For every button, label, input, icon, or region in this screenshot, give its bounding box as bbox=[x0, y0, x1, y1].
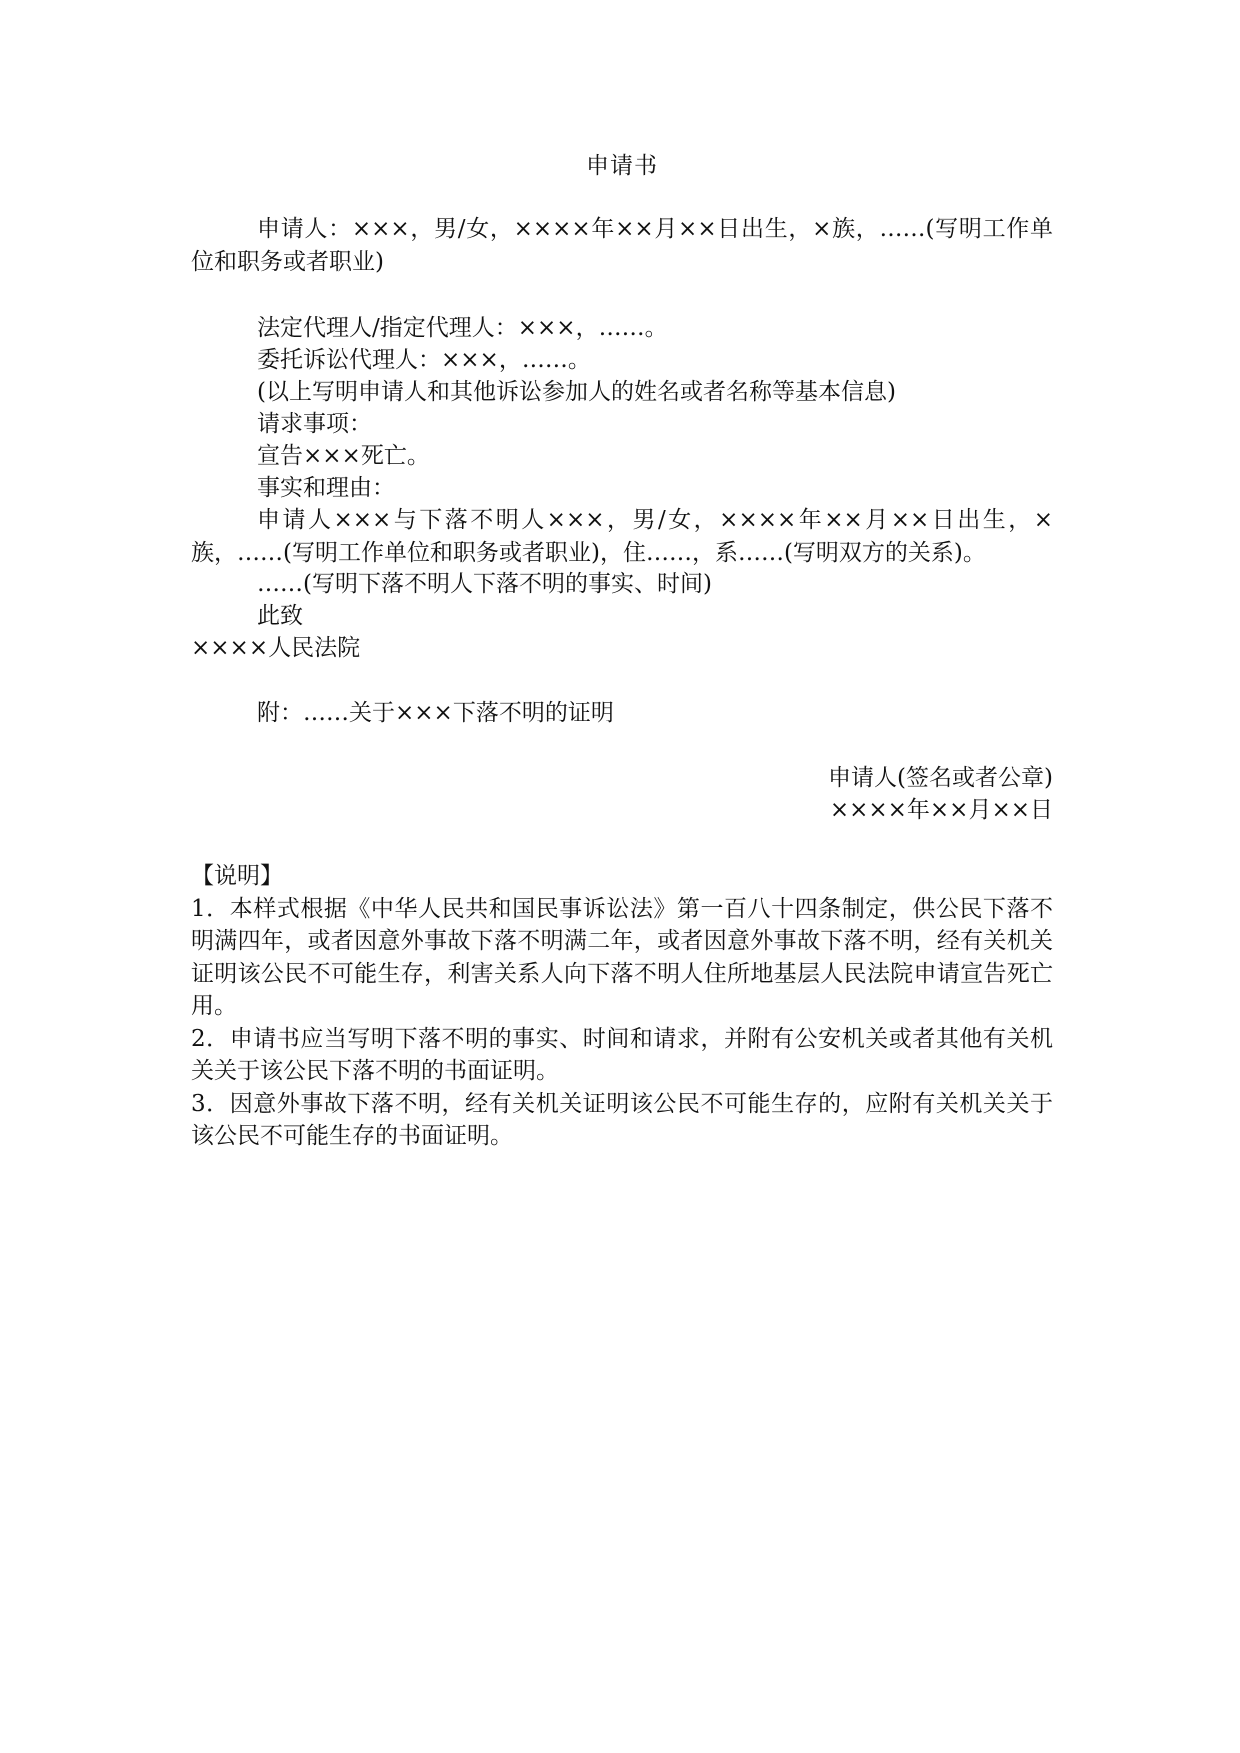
date-line: ××××年××月××日 bbox=[829, 797, 1053, 823]
notes-section bbox=[191, 860, 1053, 1153]
claims-line: 宣告×××死亡。 bbox=[257, 443, 430, 469]
notes-heading: 【说明】 bbox=[191, 863, 283, 889]
facts-paragraph-1: 申请人×××与下落不明人×××，男/女，××××年××月××日出生，×族，……(写明工作单位和职务或者职业)，住……，系……(写明双方的关系)。 bbox=[191, 507, 1053, 566]
facts-paragraph-2: ……(写明下落不明人下落不明的事实、时间) bbox=[257, 571, 712, 597]
salutation-line: 此致 bbox=[257, 603, 303, 629]
applicant-paragraph: 申请人：×××，男/女，××××年××月××日出生，×族，……(写明工作单位和职务或者职业) bbox=[191, 216, 1053, 275]
note-item-3: 3．因意外事故下落不明，经有关机关证明该公民不可能生存的，应附有关机关关于该公民不可能生存的书面证明。 bbox=[191, 1090, 1053, 1149]
claims-heading: 请求事项： bbox=[257, 411, 372, 437]
document-title: 申请书 bbox=[586, 153, 658, 179]
entrusted-agent-line: 委托诉讼代理人：×××，……。 bbox=[257, 347, 591, 373]
facts-heading: 事实和理由： bbox=[257, 475, 395, 501]
attachment-line: 附：……关于×××下落不明的证明 bbox=[257, 700, 614, 726]
document-page bbox=[191, 0, 1053, 1753]
signature-line: 申请人(签名或者公章) bbox=[828, 765, 1053, 791]
legal-agent-line: 法定代理人/指定代理人：×××，……。 bbox=[257, 315, 668, 341]
parties-note-line: (以上写明申请人和其他诉讼参加人的姓名或者名称等基本信息) bbox=[257, 379, 896, 405]
court-line: ××××人民法院 bbox=[191, 635, 361, 661]
note-item-1: 1．本样式根据《中华人民共和国民事诉讼法》第一百八十四条制定，供公民下落不明满四年，或者因意外事故下落不明满二年，或者因意外事故下落不明，经有关机关证明该公民不可能生存，利害关系人向下落不明人住所地基层人民法院申请宣告死亡用。 bbox=[191, 895, 1053, 1019]
note-item-2: 2．申请书应当写明下落不明的事实、时间和请求，并附有公安机关或者其他有关机关关于该公民下落不明的书面证明。 bbox=[191, 1025, 1053, 1084]
